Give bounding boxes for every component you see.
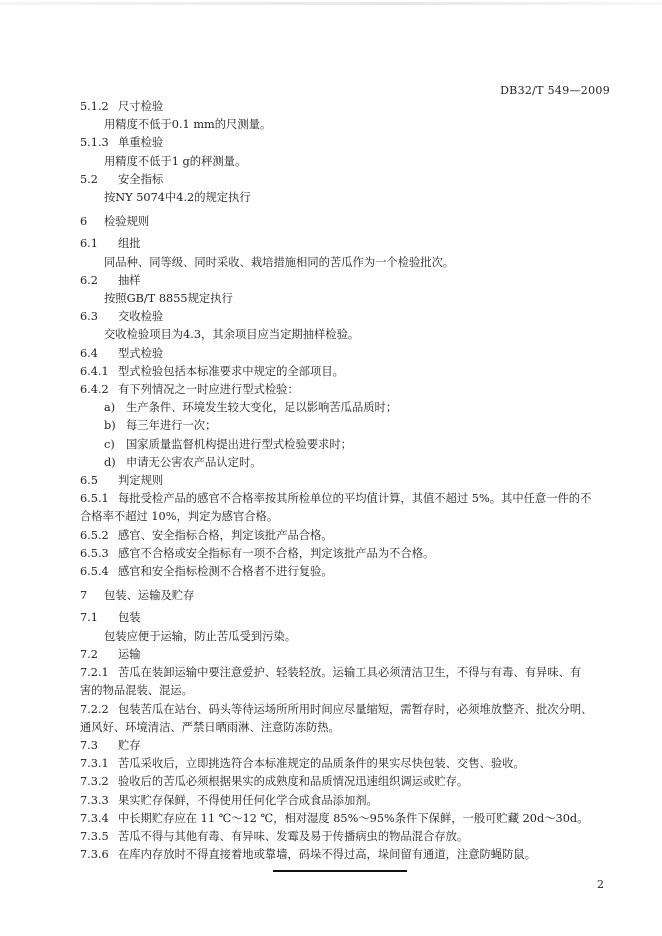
clause-text: 有下列情况之一时应进行型式检验： [118,383,299,397]
clause-text: 苦瓜采收后，立即挑选符合本标准规定的品质条件的果实尽快包装、交售、验收。 [118,757,525,771]
clause-line [80,563,620,581]
end-rule [273,870,407,872]
clause-line [80,235,620,253]
clause-number: d) [104,455,116,469]
clause-text: 安全指标 [118,172,164,186]
clause-number: 6.2 [80,273,98,287]
clause-text: 单重检验 [118,136,164,150]
clause-text: 感官和安全指标检测不合格者不进行复验。 [118,565,333,579]
clause-number: 7.1 [80,611,98,625]
clause-number: 6.5.2 [80,528,109,542]
clause-text: 通风好、环境清洁、严禁日晒雨淋、注意防冻防热。 [80,720,340,734]
clause-text: 苦瓜不得与其他有毒、有异味、发霉及易于传播病虫的物品混合存放。 [118,829,469,843]
clause-line [80,490,620,508]
clause-line [80,345,620,363]
clause-text: 包装应便于运输，防止苦瓜受到污染。 [104,629,297,643]
clause-text: 每三年进行一次； [126,419,217,433]
clause-number: 5.1.3 [80,136,109,150]
clause-text: 交收检验项目为4.3，其余项目应当定期抽样检验。 [104,328,360,342]
clause-text: 苦瓜在装卸运输中要注意爱护、轻装轻放。运输工具必须清洁卫生，不得与有毒、有异味、有 [118,666,582,680]
clause-line [80,417,620,435]
clause-text: 生产条件、环境发生较大变化，足以影响苦瓜品质时； [126,401,398,415]
clause-line [80,98,620,116]
clause-number: 6.1 [80,237,98,251]
clause-text: 包装、运输及贮存 [104,589,195,603]
body-text-line [80,508,620,526]
clause-line [80,737,620,755]
clause-line [80,272,620,290]
clause-text: 国家质量监督机构提出进行型式检验要求时； [126,437,352,451]
clause-line [80,646,620,664]
body-text-line [80,116,620,134]
clause-line [80,381,620,399]
clause-line [80,846,620,864]
clause-number: 6 [80,215,88,229]
clause-number: 6.5.1 [80,492,109,506]
clause-line [80,308,620,326]
clause-number: 7.3.3 [80,793,109,807]
body-text-line [80,628,620,646]
clause-number: 6.4.2 [80,383,109,397]
clause-text: 尺寸检验 [118,100,164,113]
clause-text: 包装苦瓜在站台、码头等待运场所所用时间应尽量缩短，需暂存时，必须堆放整齐、批次分明、 [118,702,593,716]
clause-line [80,755,620,773]
clause-number: 6.4.1 [80,364,109,378]
clause-text: 验收后的苦瓜必须根据果实的成熟度和品质情况迅速组织调运或贮存。 [118,775,469,789]
clause-number: 7.2.1 [80,666,109,680]
clause-text: 在库内存放时不得直接着地或靠墙，码垛不得过高，垛间留有通道，注意防蝇防鼠。 [118,848,536,862]
clause-line [80,363,620,381]
document-body [80,98,620,864]
clause-number: 6.5.3 [80,546,109,560]
clause-line [80,828,620,846]
clause-line [80,171,620,189]
clause-text: 申请无公害农产品认定时。 [126,455,262,469]
clause-text: 检验规则 [104,215,150,229]
clause-number: 6.3 [80,310,98,324]
clause-text: 组批 [118,237,141,251]
clause-number: 6.5 [80,474,98,488]
clause-text: 每批受检产品的感官不合格率按其所检单位的平均值计算，其值不超过 5%。其中任意一件的不 [118,492,592,506]
clause-line [80,134,620,152]
body-text-line [80,189,620,207]
clause-line [80,399,620,417]
clause-number: c) [104,437,115,451]
clause-text: 型式检验 [118,346,164,360]
clause-number: 7.3.6 [80,848,109,862]
clause-text: 用精度不低于1 g的秤测量。 [104,154,247,168]
body-text-line [80,326,620,344]
body-text-line [80,719,620,737]
clause-line [80,792,620,810]
clause-number: 7.3.1 [80,757,109,771]
clause-number: b) [104,419,116,433]
document-code: DB32/T 549—2009 [500,84,610,97]
scan-top-edge [0,2,662,5]
clause-text: 感官、安全指标合格，判定该批产品合格。 [118,528,333,542]
clause-line [80,454,620,472]
clause-number: 6.4 [80,346,98,360]
body-text-line [80,153,620,171]
clause-line [80,701,620,719]
clause-number: 6.5.4 [80,565,109,579]
clause-text: 型式检验包括本标准要求中规定的全部项目。 [118,364,344,378]
clause-number: 5.2 [80,172,98,186]
clause-number: 7.3.2 [80,775,109,789]
page-number: 2 [597,878,604,891]
clause-text: 合格率不超过 10%，判定为感官合格。 [80,510,279,524]
clause-number: 7 [80,589,88,603]
clause-text: 同品种、同等级、同时采收、栽培措施相同的苦瓜作为一个检验批次。 [104,255,455,269]
clause-line [80,810,620,828]
clause-text: 交收检验 [118,310,164,324]
clause-number: 7.2 [80,647,98,661]
clause-line [80,472,620,490]
clause-number: 7.3 [80,738,98,752]
section-heading [80,213,620,231]
clause-text: 果实贮存保鲜，不得使用任何化学合成食品添加剂。 [118,793,378,807]
clause-number: 7.3.5 [80,829,109,843]
clause-number: 5.1.2 [80,100,109,113]
clause-line [80,609,620,627]
body-text-line [80,290,620,308]
clause-line [80,664,620,682]
clause-text: 运输 [118,647,141,661]
clause-text: 按NY 5074中4.2的规定执行 [104,191,251,205]
body-text-line [80,682,620,700]
body-text-line [80,254,620,272]
clause-text: 用精度不低于0.1 mm的尺测量。 [104,118,272,132]
clause-text: 按照GB/T 8855规定执行 [104,292,233,306]
clause-line [80,545,620,563]
clause-line [80,436,620,454]
clause-text: 贮存 [118,738,141,752]
clause-text: 抽样 [118,273,141,287]
clause-line [80,773,620,791]
clause-text: 感官不合格或安全指标有一项不合格，判定该批产品为不合格。 [118,546,435,560]
clause-number: a) [104,401,116,415]
clause-number: 7.2.2 [80,702,109,716]
clause-number: 7.3.4 [80,811,109,825]
section-heading [80,587,620,605]
clause-text: 中长期贮存应在 11 ℃～12 ℃，相对湿度 85%～95%条件下保鲜，一般可贮藏 20d～30d。 [118,811,589,825]
clause-text: 判定规则 [118,474,164,488]
clause-text: 包装 [118,611,141,625]
clause-line [80,527,620,545]
clause-text: 害的物品混装、混运。 [80,684,193,698]
